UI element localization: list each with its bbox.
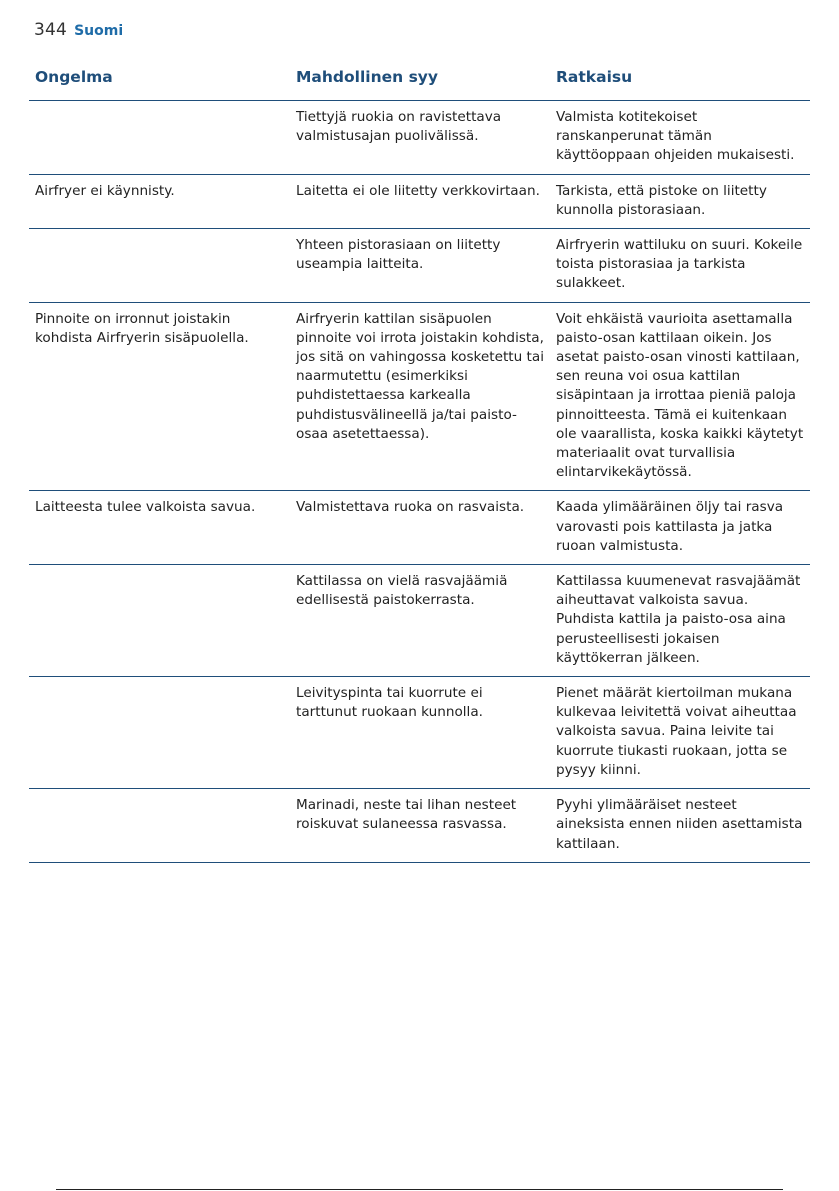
section-title: Suomi bbox=[74, 23, 124, 39]
table-header-row bbox=[29, 62, 810, 101]
cause-cell: Kattilassa on vielä rasvajäämiä edellisestä paistokerrasta. bbox=[290, 565, 550, 677]
solution-cell: Kattilassa kuumenevat rasvajäämät aiheuttavat valkoista savua. Puhdista kattila ja paisto-osa aina perusteellisesti jokaisen käyttökerran jälkeen. bbox=[550, 565, 810, 677]
problem-cell bbox=[29, 101, 290, 175]
solution-cell: Pienet määrät kiertoilman mukana kulkevaa leivitettä voivat aiheuttaa valkoista savua. Paina leivite tai kuorrute tiukasti ruokaan, jotta se pysyy kiinni. bbox=[550, 677, 810, 789]
solution-cell: Valmista kotitekoiset ranskanperunat tämän käyttöoppaan ohjeiden mukaisesti. bbox=[550, 101, 810, 175]
troubleshooting-table bbox=[29, 62, 810, 863]
solution-cell: Kaada ylimääräinen öljy tai rasva varovasti pois kattilasta ja jatka ruoan valmistusta. bbox=[550, 491, 810, 565]
column-header-solution: Ratkaisu bbox=[550, 62, 810, 101]
table-row bbox=[29, 491, 810, 565]
page-header bbox=[34, 20, 123, 40]
table-row bbox=[29, 174, 810, 228]
cause-cell: Valmistettava ruoka on rasvaista. bbox=[290, 491, 550, 565]
problem-cell: Pinnoite on irronnut joistakin kohdista Airfryerin sisäpuolella. bbox=[29, 302, 290, 491]
cause-cell: Leivityspinta tai kuorrute ei tarttunut ruokaan kunnolla. bbox=[290, 677, 550, 789]
table-row bbox=[29, 302, 810, 491]
column-header-cause: Mahdollinen syy bbox=[290, 62, 550, 101]
solution-cell: Tarkista, että pistoke on liitetty kunnolla pistorasiaan. bbox=[550, 174, 810, 228]
cause-cell: Airfryerin kattilan sisäpuolen pinnoite voi irrota joistakin kohdista, jos sitä on vahingossa kosketettu tai naarmutettu (esimerkiksi puhdistettaessa karkealla puhdistusvälineellä ja/tai paisto-osaa asetettaessa). bbox=[290, 302, 550, 491]
cause-cell: Laitetta ei ole liitetty verkkovirtaan. bbox=[290, 174, 550, 228]
problem-cell: Laitteesta tulee valkoista savua. bbox=[29, 491, 290, 565]
page-number: 344 bbox=[34, 20, 68, 40]
solution-cell: Airfryerin wattiluku on suuri. Kokeile toista pistorasiaa ja tarkista sulakkeet. bbox=[550, 229, 810, 303]
table-row bbox=[29, 677, 810, 789]
problem-cell: Airfryer ei käynnisty. bbox=[29, 174, 290, 228]
solution-cell: Voit ehkäistä vaurioita asettamalla paisto-osan kattilaan oikein. Jos asetat paisto-osan vinosti kattilaan, sen reuna voi osua kattilan sisäpintaan ja irrottaa pieniä paloja pinnoitteesta. Tämä ei kuitenkaan ole vaarallista, koska kaikki käytetyt materiaalit ovat turvallisia elintarvikekäytössä. bbox=[550, 302, 810, 491]
cause-cell: Tiettyjä ruokia on ravistettava valmistusajan puolivälissä. bbox=[290, 101, 550, 175]
solution-cell: Pyyhi ylimääräiset nesteet aineksista ennen niiden asettamista kattilaan. bbox=[550, 789, 810, 863]
problem-cell bbox=[29, 789, 290, 863]
problem-cell bbox=[29, 565, 290, 677]
footer-divider bbox=[56, 1189, 783, 1190]
table-row bbox=[29, 101, 810, 175]
table-row bbox=[29, 789, 810, 863]
cause-cell: Marinadi, neste tai lihan nesteet roiskuvat sulaneessa rasvassa. bbox=[290, 789, 550, 863]
table-row bbox=[29, 565, 810, 677]
problem-cell bbox=[29, 677, 290, 789]
problem-cell bbox=[29, 229, 290, 303]
cause-cell: Yhteen pistorasiaan on liitetty useampia laitteita. bbox=[290, 229, 550, 303]
column-header-problem: Ongelma bbox=[29, 62, 290, 101]
table-row bbox=[29, 229, 810, 303]
